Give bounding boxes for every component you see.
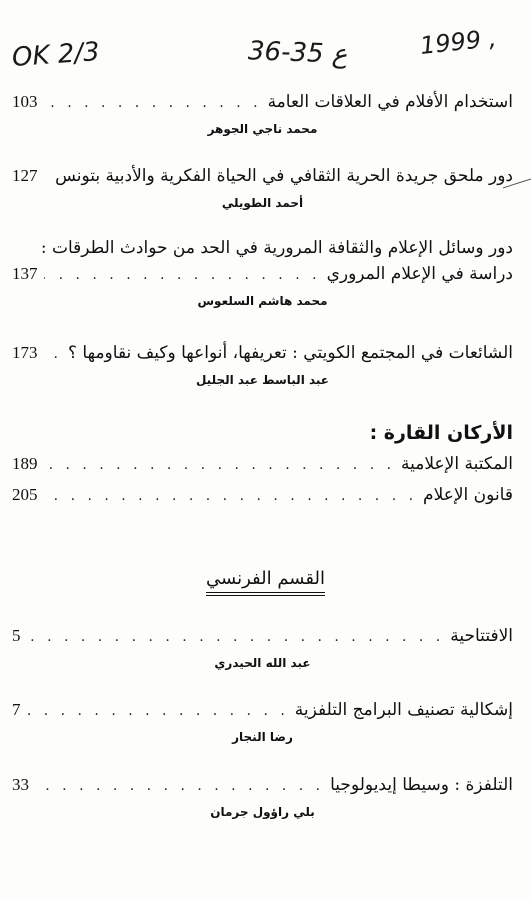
toc-entry xyxy=(12,166,513,210)
toc-entry xyxy=(12,454,513,474)
handwritten-ok-mark: OK 2/3 xyxy=(11,36,101,74)
entry-line xyxy=(12,343,513,363)
entry-title: دراسة في الإعلام المروري xyxy=(326,264,513,284)
entry-line xyxy=(12,264,513,284)
toc-entry xyxy=(12,775,513,819)
entry-author: محمد هاشم السلعوس xyxy=(197,294,328,308)
toc-entry xyxy=(12,343,513,387)
entry-title: قانون الإعلام xyxy=(423,485,513,505)
dot-leader xyxy=(44,488,418,504)
entry-author: عبد الله الحيدري xyxy=(214,656,311,670)
entry-author: بلي راؤول جرمان xyxy=(210,805,315,819)
entry-title: الافتتاحية xyxy=(450,626,513,646)
entry-title: المكتبة الإعلامية xyxy=(401,454,513,474)
entry-line xyxy=(12,166,513,186)
entry-title: دور ملحق جريدة الحرية الثقافي في الحياة الفكرية والأدبية بتونس xyxy=(55,166,513,186)
entry-line xyxy=(12,775,513,795)
entry-title: الشائعات في المجتمع الكويتي : تعريفها، أنواعها وكيف نقاومها ؟ xyxy=(68,343,513,363)
entry-author: عبد الباسط عبد الجليل xyxy=(195,373,330,387)
entry-line xyxy=(12,485,513,505)
entry-line xyxy=(12,700,513,720)
page-number: 137 xyxy=(12,264,38,283)
page-number: 103 xyxy=(12,92,38,111)
dot-leader xyxy=(27,703,289,719)
page-number: 173 xyxy=(12,343,38,362)
entry-title-line1: دور وسائل الإعلام والثقافة المرورية في الحد من حوادث الطرقات : xyxy=(40,238,513,258)
dot-leader xyxy=(44,169,50,185)
dot-leader xyxy=(44,267,321,283)
page-number: 7 xyxy=(12,700,21,719)
french-section-heading-text: القسم الفرنسي xyxy=(206,568,325,596)
toc-entry xyxy=(12,238,513,308)
entry-title: استخدام الأفلام في العلاقات العامة xyxy=(267,92,513,112)
page-number: 127 xyxy=(12,166,38,185)
entry-line xyxy=(12,626,513,646)
entry-author: أحمد الطويلي xyxy=(221,196,304,210)
dot-leader xyxy=(44,346,63,362)
page-number: 205 xyxy=(12,485,38,504)
handwritten-year: 1999 , xyxy=(418,24,498,60)
entry-title: التلفزة : وسيطا إيديولوجيا xyxy=(330,775,513,795)
page-number: 5 xyxy=(12,626,21,645)
entry-line xyxy=(12,92,513,112)
dot-leader xyxy=(44,457,396,473)
page-number: 33 xyxy=(12,775,29,794)
toc-entry xyxy=(12,485,513,505)
entry-author: محمد ناجي الجوهر xyxy=(207,122,318,136)
page-number: 189 xyxy=(12,454,38,473)
toc-entry xyxy=(12,700,513,744)
toc-entry xyxy=(12,92,513,136)
dot-leader xyxy=(44,95,262,111)
fixed-corners-heading: الأركان القارة : xyxy=(369,422,513,444)
toc-entry xyxy=(12,626,513,670)
french-section-heading xyxy=(0,568,531,596)
dot-leader xyxy=(27,629,445,645)
entry-title: إشكالية تصنيف البرامج التلفزية xyxy=(294,700,513,720)
entry-line xyxy=(12,454,513,474)
handwritten-reference: 36-35 ع xyxy=(247,36,348,70)
entry-author: رضا النجار xyxy=(232,730,293,744)
dot-leader xyxy=(35,778,324,794)
